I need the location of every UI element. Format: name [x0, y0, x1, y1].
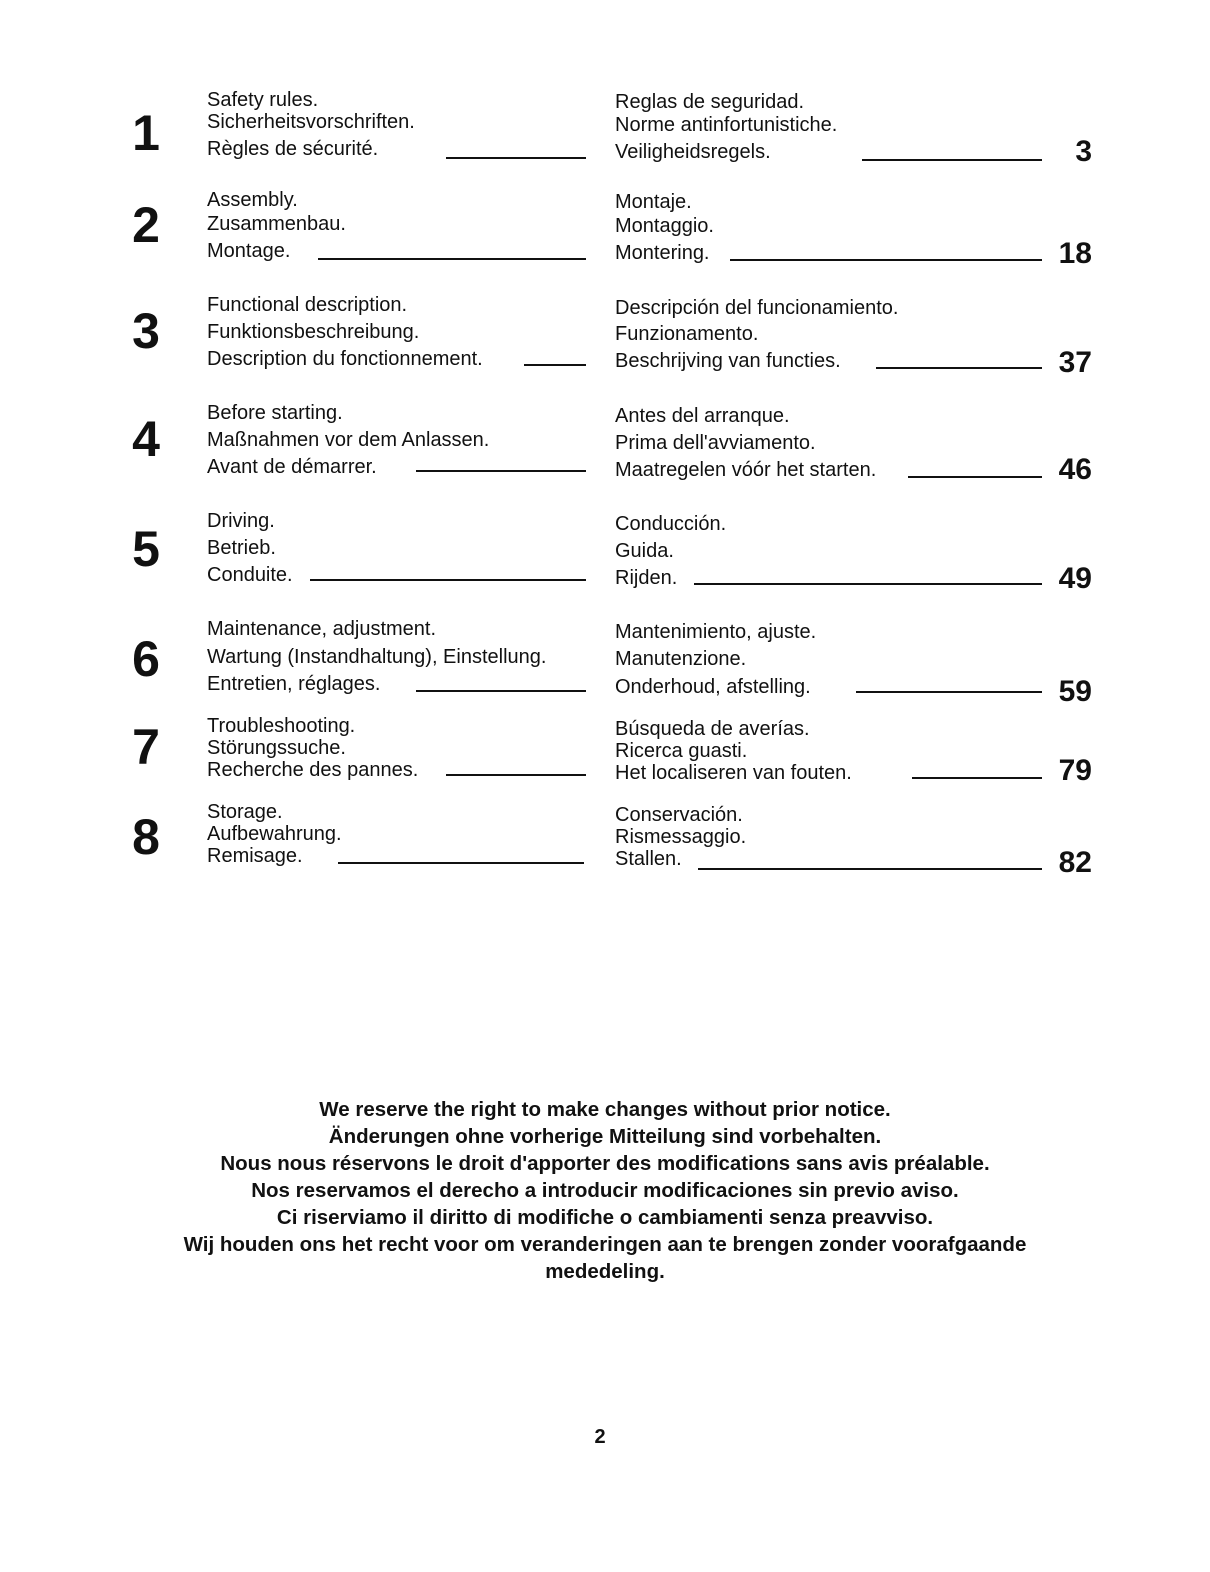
page-reference: 3: [1075, 135, 1092, 168]
page-number: 2: [594, 1426, 606, 1448]
leader-line: [912, 777, 1042, 779]
section-title-nl: Het localiseren van fouten.: [615, 762, 852, 784]
section-title-en: Troubleshooting.: [207, 715, 356, 737]
leader-line: [310, 579, 586, 581]
leader-line: [416, 690, 586, 692]
leader-line: [318, 258, 586, 260]
page-reference: 18: [1058, 237, 1092, 270]
section-title-fr: Règles de sécurité.: [207, 138, 379, 160]
section-title-it: Manutenzione.: [615, 648, 747, 670]
section-title-en: Safety rules.: [207, 89, 319, 111]
section-title-es: Conservación.: [615, 804, 743, 826]
leader-line: [698, 868, 1042, 870]
change-notice: [105, 1096, 1105, 1285]
section-number: 2: [132, 197, 160, 253]
section-title-de: Zusammenbau.: [207, 213, 346, 235]
section-title-it: Rismessaggio.: [615, 826, 747, 848]
section-title-it: Prima dell'avviamento.: [615, 432, 816, 454]
section-title-de: Funktionsbeschreibung.: [207, 321, 420, 343]
section-title-nl: Montering.: [615, 242, 710, 264]
notice-line-fr: Nous nous réservons le droit d'apporter des modifications sans avis préalable.: [220, 1152, 990, 1175]
notice-line-it: Ci riserviamo il diritto di modifiche o cambiamenti senza preavviso.: [276, 1206, 934, 1229]
section-title-fr: Description du fonctionnement.: [207, 348, 483, 370]
section-title-nl: Stallen.: [615, 848, 682, 870]
notice-line-nl-cont: mededeling.: [545, 1260, 665, 1283]
section-title-fr: Avant de démarrer.: [207, 456, 377, 478]
leader-line: [876, 367, 1042, 369]
leader-line: [446, 157, 586, 159]
section-title-es: Reglas de seguridad.: [615, 91, 805, 113]
section-title-es: Descripción del funcionamiento.: [615, 297, 899, 319]
leader-line: [446, 774, 586, 776]
section-title-en: Before starting.: [207, 402, 343, 424]
leader-line: [856, 691, 1042, 693]
section-title-de: Störungssuche.: [207, 737, 346, 759]
section-title-es: Mantenimiento, ajuste.: [615, 621, 817, 643]
section-title-de: Maßnahmen vor dem Anlassen.: [207, 429, 490, 451]
section-number: 4: [132, 411, 160, 467]
notice-line-de: Änderungen ohne vorherige Mitteilung sind vorbehalten.: [328, 1125, 882, 1148]
section-title-nl: Beschrijving van functies.: [615, 350, 841, 372]
page-reference: 46: [1058, 453, 1092, 486]
section-title-fr: Recherche des pannes.: [207, 759, 419, 781]
section-title-de: Sicherheitsvorschriften.: [207, 111, 415, 133]
section-title-nl: Maatregelen vóór het starten.: [615, 459, 877, 481]
leader-line: [730, 259, 1042, 261]
section-title-en: Functional description.: [207, 294, 408, 316]
section-title-it: Funzionamento.: [615, 323, 759, 345]
section-title-es: Montaje.: [615, 191, 692, 213]
section-title-es: Búsqueda de averías.: [615, 718, 810, 740]
leader-line: [338, 862, 584, 864]
page-reference: 82: [1058, 846, 1092, 879]
section-title-fr: Remisage.: [207, 845, 303, 867]
section-title-it: Ricerca guasti.: [615, 740, 748, 762]
section-title-fr: Conduite.: [207, 564, 293, 586]
section-title-es: Conducción.: [615, 513, 727, 535]
section-title-en: Maintenance, adjustment.: [207, 618, 437, 640]
leader-line: [694, 583, 1042, 585]
section-title-en: Driving.: [207, 510, 275, 532]
section-number: 8: [132, 809, 160, 865]
section-number: 5: [132, 521, 160, 577]
section-title-it: Guida.: [615, 540, 674, 562]
page-reference: 37: [1058, 346, 1092, 379]
section-title-nl: Veiligheidsregels.: [615, 141, 771, 163]
leader-line: [908, 476, 1042, 478]
section-number: 3: [132, 303, 160, 359]
section-title-it: Montaggio.: [615, 215, 714, 237]
section-title-it: Norme antinfortunistiche.: [615, 114, 838, 136]
page-reference: 49: [1058, 562, 1092, 595]
section-title-de: Betrieb.: [207, 537, 276, 559]
section-title-en: Storage.: [207, 801, 283, 823]
section-title-en: Assembly.: [207, 189, 298, 211]
notice-line-es: Nos reservamos el derecho a introducir modificaciones sin previo aviso.: [251, 1179, 959, 1202]
section-number: 6: [132, 631, 160, 687]
section-title-fr: Entretien, réglages.: [207, 673, 381, 695]
leader-line: [416, 470, 586, 472]
section-title-es: Antes del arranque.: [615, 405, 790, 427]
section-title-de: Aufbewahrung.: [207, 823, 342, 845]
leader-line: [524, 364, 586, 366]
notice-line-nl: Wij houden ons het recht voor om veranderingen aan te brengen zonder voorafgaande: [183, 1233, 1027, 1256]
section-title-nl: Rijden.: [615, 567, 678, 589]
leader-line: [862, 159, 1042, 161]
section-title-nl: Onderhoud, afstelling.: [615, 676, 811, 698]
notice-line-en: We reserve the right to make changes without prior notice.: [319, 1098, 891, 1121]
section-number: 1: [132, 105, 160, 161]
section-number: 7: [132, 719, 160, 775]
section-title-de: Wartung (Instandhaltung), Einstellung.: [207, 646, 547, 668]
section-title-fr: Montage.: [207, 240, 291, 262]
page-reference: 79: [1058, 754, 1092, 787]
page-reference: 59: [1058, 675, 1092, 708]
